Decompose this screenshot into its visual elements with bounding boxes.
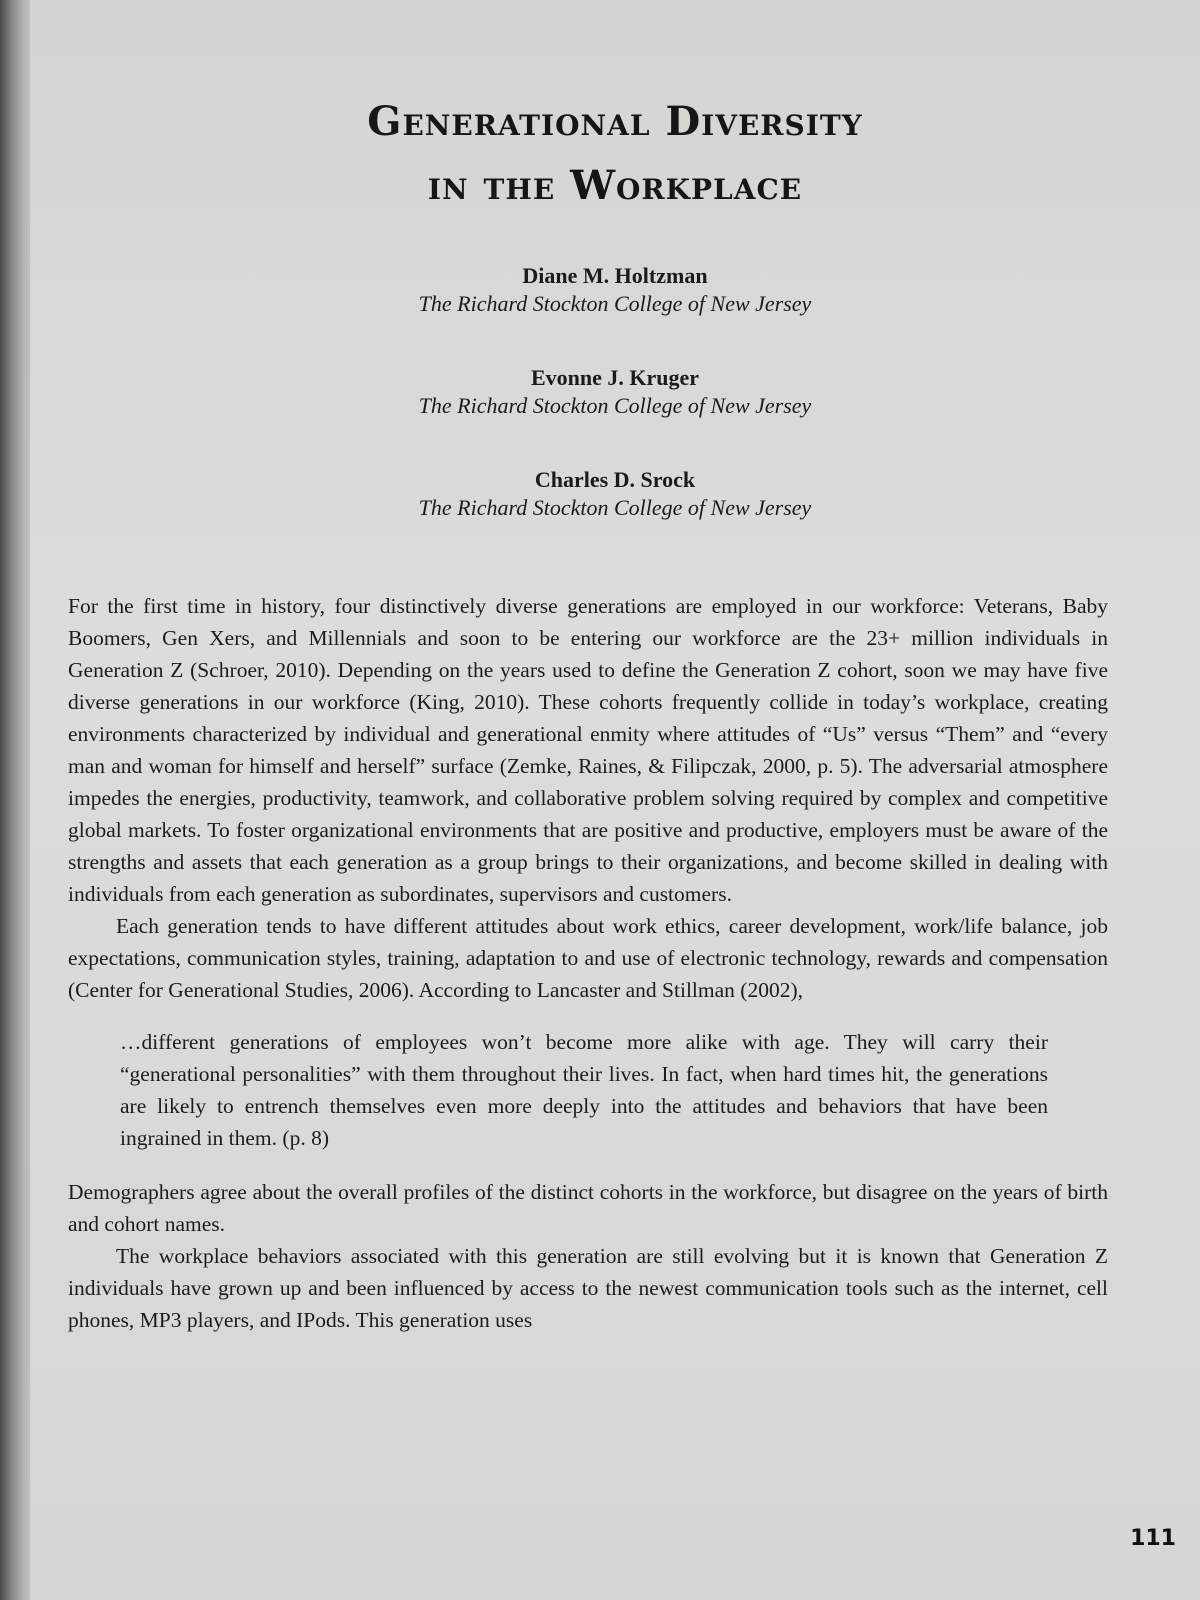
- paragraph: The workplace behaviors associated with this generation are still evolving but it is known that Generation Z individuals have grown up and been influenced by access to the newest communication tools such as the internet, cell phones, MP3 players, and IPods. This generation uses: [68, 1244, 1108, 1332]
- block-quote: …different generations of employees won’t become more alike with age. They will carry their “generational personalities” with them throughout their lives. In fact, when hard times hit, the generations are likely to entrench themselves even more deeply into the attitudes and behaviors that have been ingrained in them. (p. 8): [120, 1030, 1048, 1150]
- author-list: [30, 262, 1200, 568]
- paragraph: Demographers agree about the overall profiles of the distinct cohorts in the workforce, but disagree on the years of birth and cohort names.: [68, 1180, 1108, 1236]
- author-block: [30, 364, 1200, 420]
- author-name: Charles D. Srock: [534, 467, 696, 492]
- title-line-2: [30, 156, 1200, 216]
- page-number: 111: [1130, 1526, 1176, 1551]
- author-affiliation: The Richard Stockton College of New Jersey: [418, 495, 812, 520]
- paragraph: Each generation tends to have different attitudes about work ethics, career development, work/life balance, job expectations, communication styles, training, adaptation to and use of electronic technology, rewards and compensation (Center for Generational Studies, 2006). According to Lancaster and Stillman (2002),: [68, 914, 1108, 1002]
- author-block: [30, 262, 1200, 318]
- title-line-1-text: Generational Diversity: [367, 98, 863, 145]
- author-block: [30, 466, 1200, 522]
- author-affiliation: The Richard Stockton College of New Jersey: [418, 291, 812, 316]
- chapter-title: [30, 92, 1200, 216]
- title-line-1: [30, 92, 1200, 152]
- body-text: [68, 590, 1108, 1336]
- paragraph: For the first time in history, four distinctively diverse generations are employed in our workforce: Veterans, Baby Boomers, Gen Xers, and Millennials and soon to be entering our workforce are the 23+ million individuals in Generation Z (Schroer, 2010). Depending on the years used to define the Generation Z cohort, soon we may have five diverse generations in our workforce (King, 2010). These cohorts frequently collide in today’s workplace, creating environments characterized by individual and generational enmity where attitudes of “Us” versus “Them” and “every man and woman for himself and herself” surface (Zemke, Raines, & Filipczak, 2000, p. 5). The adversarial atmosphere impedes the energies, productivity, teamwork, and collaborative problem solving required by complex and competitive global markets. To foster organizational environments that are positive and productive, employers must be aware of the strengths and assets that each generation as a group brings to their organizations, and become skilled in dealing with individuals from each generation as subordinates, supervisors and customers.: [68, 594, 1108, 906]
- book-page: [30, 0, 1200, 1600]
- author-name: Diane M. Holtzman: [522, 263, 708, 288]
- author-affiliation: The Richard Stockton College of New Jersey: [418, 393, 812, 418]
- title-line-2-text: in the Workplace: [427, 162, 803, 209]
- author-name: Evonne J. Kruger: [530, 365, 700, 390]
